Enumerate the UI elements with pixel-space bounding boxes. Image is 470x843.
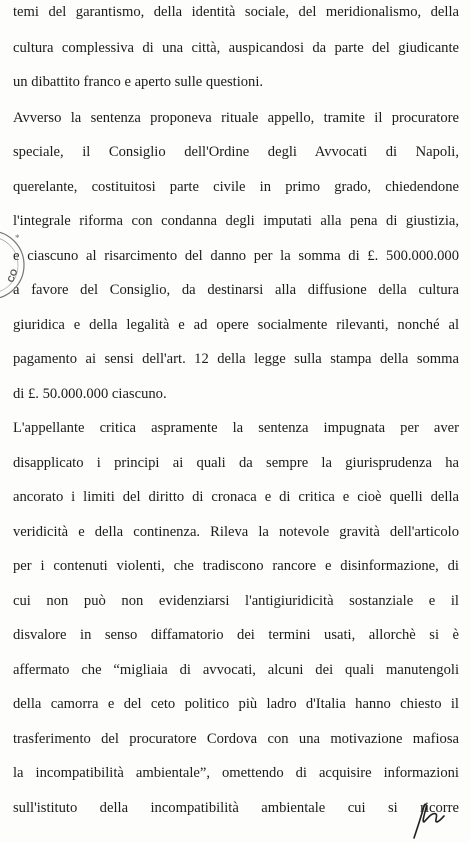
text-line: pagamento ai sensi dell'art. 12 della legge sulla stampa della somma: [13, 351, 459, 367]
signature-mark: [408, 800, 448, 840]
text-line: Avverso la sentenza proponeva rituale appello, tramite il procuratore: [13, 110, 459, 126]
text-line: e ciascuno al risarcimento del danno per la somma di £. 500.000.000: [13, 248, 459, 264]
text-line: un dibattito franco e aperto sulle questioni.: [13, 74, 264, 90]
stamp-text: CO: [5, 267, 20, 284]
text-line: cui non può non evidenziarsi l'antigiuridicità sostanziale e il: [13, 593, 459, 609]
text-line: trasferimento del procuratore Cordova con una motivazione mafiosa: [13, 731, 459, 747]
text-line: veridicità e della continenza. Rileva la notevole gravità dell'articolo: [13, 524, 459, 540]
text-line: di £. 50.000.000 ciascuno.: [13, 386, 167, 402]
text-line: giuridica e della legalità e ad opere socialmente rilevanti, nonché al: [13, 317, 459, 333]
official-stamp: [0, 225, 30, 305]
text-line: L'appellante critica aspramente la sentenza impugnata per aver: [13, 420, 459, 436]
text-line: della camorra e del ceto politico più ladro d'Italia hanno chiesto il: [13, 696, 459, 712]
text-line: affermato che “migliaia di avvocati, alcuni dei quali manutengoli: [13, 662, 459, 678]
text-line: cultura complessiva di una città, auspicandosi da parte del giudicante: [13, 40, 459, 56]
svg-text:*: *: [15, 233, 20, 243]
text-line: a favore del Consiglio, da destinarsi alla diffusione della cultura: [13, 282, 459, 298]
text-line: disapplicato i principi ai quali da sempre la giurisprudenza ha: [13, 455, 459, 471]
text-line: sull'istituto della incompatibilità ambientale cui si ricorre: [13, 800, 459, 816]
text-line: per i contenuti violenti, che tradiscono rancore e disinformazione, di: [13, 558, 459, 574]
text-line: ancorato i limiti del diritto di cronaca e di critica e cioè quelli della: [13, 489, 459, 505]
text-line: speciale, il Consiglio dell'Ordine degli Avvocati di Napoli,: [13, 144, 459, 160]
text-line: disvalore in senso diffamatorio dei termini usati, allorchè si è: [13, 627, 459, 643]
text-line: querelante, costituitosi parte civile in primo grado, chiedendone: [13, 179, 459, 195]
text-line: l'integrale riforma con condanna degli imputati alla pena di giustizia,: [13, 213, 459, 229]
text-line: la incompatibilità ambientale”, omettendo di acquisire informazioni: [13, 765, 459, 781]
text-line: temi del garantismo, della identità sociale, del meridionalismo, della: [13, 4, 459, 20]
